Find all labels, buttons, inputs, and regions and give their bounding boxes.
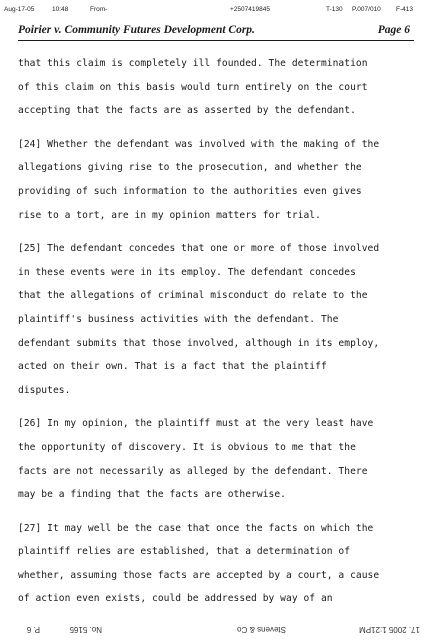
text-line: acted on their own. That is a fact that the plaintiff [18,361,327,373]
fax-footer-date: 17. 2005 1:21PM [359,625,420,634]
paragraph-26 [18,412,412,506]
text-line: of this claim on this basis would turn entirely on the court [18,81,368,93]
text-line: facts are not necessarily as alleged by the defendant. There [18,465,368,477]
text-line: [25] The defendant concedes that one or more of those involved [18,243,380,255]
text-line: the opportunity of discovery. It is obvious to me that the [18,441,356,453]
paragraph-24 [18,133,412,227]
fax-from: From- [90,6,108,13]
case-title: Poirier v. Community Futures Development Corp. [18,24,255,36]
text-line: [24] Whether the defendant was involved with the making of the [18,138,380,150]
text-line: of action even exists, could be addressed by way of an [18,593,333,605]
fax-phone: +2507419845 [230,6,270,13]
fax-t-number: T-130 [326,6,343,13]
text-line: [26] In my opinion, the plaintiff must at the very least have [18,418,374,430]
page-header [18,24,414,41]
fax-receipt-footer [4,624,420,634]
text-line: whether, assuming those facts are accepted by a court, a cause [18,569,380,581]
text-line: allegations giving rise to the prosecution, and whether the [18,162,362,174]
text-line: in these events were in its employ. The defendant concedes [18,266,356,278]
fax-footer-sender: Stevens & Co [237,625,286,634]
page-number: Page 6 [377,24,410,36]
text-line: accepting that the facts are as asserted by the defendant. [18,105,356,117]
fax-time: 10:48 [52,6,69,13]
text-line: plaintiff's business activities with the defendant. The [18,313,339,325]
text-line: that the allegations of criminal misconduct do relate to the [18,290,368,302]
document-body [18,52,412,611]
fax-footer-number: No. 5165 [69,625,102,634]
text-line: may be a finding that the facts are otherwise. [18,489,286,501]
text-line: defendant submits that those involved, although in its employ, [18,337,380,349]
text-line: rise to a tort, are in my opinion matters for trial. [18,209,321,221]
fax-transmission-header [4,6,420,16]
text-line: providing of such information to the authorities even gives [18,185,362,197]
text-line: disputes. [18,384,71,396]
paragraph [18,52,412,123]
text-line: [27] It may well be the case that once the facts on which the [18,522,374,534]
text-line: that this claim is completely ill founded. The determination [18,58,368,69]
paragraph-27 [18,517,412,611]
fax-page-count: P.007/010 [352,6,381,13]
fax-footer-page: P. 6 [26,625,40,634]
fax-f-number: F-413 [396,6,413,13]
paragraph-25 [18,237,412,402]
fax-date: Aug-17-05 [4,6,35,13]
text-line: plaintiff relies are established, that a determination of [18,546,351,558]
